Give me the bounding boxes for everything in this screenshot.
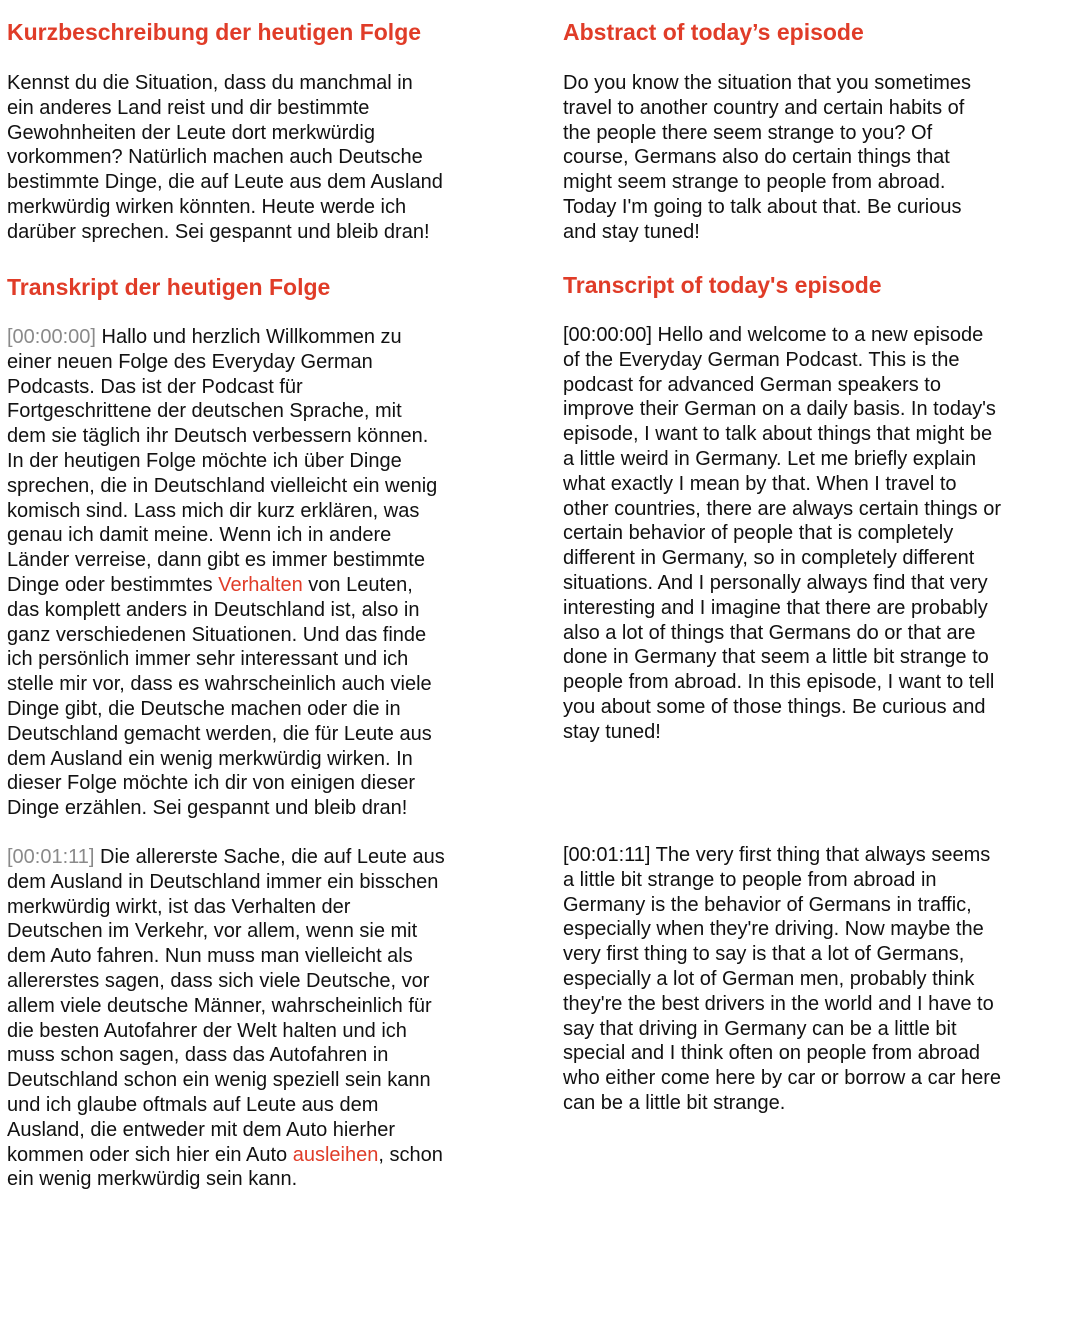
text-line: Länder verreise, dann gibt es immer bestimmte xyxy=(7,549,425,572)
text-fragment: von Leuten, xyxy=(302,573,413,596)
text-line: [00:01:11] The very first thing that always seems xyxy=(563,844,991,866)
german-transcript-paragraph-2 xyxy=(7,845,445,1192)
text-line: course, Germans also do certain things that xyxy=(563,146,950,169)
text-fragment: kommen oder sich hier ein Auto xyxy=(7,1143,293,1166)
text-line: done in Germany that seem a little bit strange to xyxy=(563,646,989,669)
text-line: bestimmte Dinge, die auf Leute aus dem Ausland xyxy=(7,171,443,194)
english-abstract-text xyxy=(563,71,971,245)
text-line: might seem strange to people from abroad. xyxy=(563,171,946,194)
timestamp: [00:00:00] xyxy=(7,326,96,348)
text-line: allererstes sagen, dass sich viele Deutsche, vor xyxy=(7,969,430,992)
text-fragment: Die allererste Sache, die auf Leute aus xyxy=(94,846,445,868)
text-fragment: Dinge oder bestimmtes xyxy=(7,573,219,596)
text-line: Dinge gibt, die Deutsche machen oder die in xyxy=(7,697,401,720)
text-line: episode, I want to talk about things that might be xyxy=(563,423,993,446)
text-line: improve their German on a daily basis. In today's xyxy=(563,398,996,421)
text-line: dem Ausland ein wenig merkwürdig wirken. In xyxy=(7,747,413,770)
text-line: merkwürdig wirkt, ist das Verhalten der xyxy=(7,895,351,918)
text-line: Ausland, die entweder mit dem Auto hierher xyxy=(7,1118,395,1141)
german-transcript-heading: Transkript der heutigen Folge xyxy=(7,274,331,300)
text-line xyxy=(7,325,437,350)
english-abstract-heading: Abstract of today’s episode xyxy=(563,19,864,45)
text-fragment: , schon xyxy=(378,1143,443,1166)
text-line: what exactly I mean by that. When I travel to xyxy=(563,472,957,495)
text-line: merkwürdig wirken könnten. Heute werde ich xyxy=(7,195,407,218)
text-line: certain behavior of people that is completely xyxy=(563,522,954,545)
text-line: Dinge erzählen. Sei gespannt und bleib dran! xyxy=(7,797,408,820)
text-line xyxy=(7,573,437,598)
text-line: das komplett anders in Deutschland ist, also in xyxy=(7,598,420,621)
text-line: you about some of those things. Be curious and xyxy=(563,695,986,718)
timestamp: [00:01:11] xyxy=(7,846,95,868)
text-line: Do you know the situation that you sometimes xyxy=(563,72,971,94)
text-line: can be a little bit strange. xyxy=(563,1091,786,1114)
text-line xyxy=(7,845,445,870)
vocab-word-ausleihen[interactable]: ausleihen xyxy=(292,1143,379,1166)
text-fragment: Hallo und herzlich Willkommen zu xyxy=(95,326,402,348)
text-line: also a lot of things that Germans do or that are xyxy=(563,621,976,644)
text-line: different in Germany, so in completely different xyxy=(563,547,975,570)
text-line: Fortgeschrittene der deutschen Sprache, mit xyxy=(7,400,402,423)
vocab-word-verhalten[interactable]: Verhalten xyxy=(218,573,303,596)
english-transcript-paragraph-1 xyxy=(563,323,1001,745)
text-line: einer neuen Folge des Everyday German xyxy=(7,350,373,373)
text-line: special and I think often on people from abroad xyxy=(563,1042,980,1065)
text-line: Deutschland gemacht werden, die für Leute aus xyxy=(7,722,432,745)
text-line: say that driving in Germany can be a little bit xyxy=(563,1017,957,1040)
text-line: and stay tuned! xyxy=(563,220,700,243)
text-line: ich persönlich immer sehr interessant und ich xyxy=(7,648,409,671)
text-line: Deutschen im Verkehr, vor allem, wenn sie mit xyxy=(7,920,418,943)
text-line: they're the best drivers in the world and I have to xyxy=(563,992,994,1015)
german-abstract-heading: Kurzbeschreibung der heutigen Folge xyxy=(7,19,422,45)
text-line xyxy=(7,1143,445,1168)
text-line: die besten Autofahrer der Welt halten und ich xyxy=(7,1019,407,1042)
text-line: podcast for advanced German speakers to xyxy=(563,373,941,396)
text-line: other countries, there are always certain things or xyxy=(563,497,1001,520)
text-line: who either come here by car or borrow a car here xyxy=(563,1067,1001,1090)
text-line: travel to another country and certain habits of xyxy=(563,96,965,119)
text-line: sprechen, die in Deutschland vielleicht ein wenig xyxy=(7,474,438,497)
text-line: allem viele deutsche Männer, wahrscheinlich für xyxy=(7,994,432,1017)
text-line: interesting and I imagine that there are probably xyxy=(563,596,988,619)
text-line: darüber sprechen. Sei gespannt und bleib dran! xyxy=(7,220,430,243)
text-line: dieser Folge möchte ich dir von einigen dieser xyxy=(7,772,415,795)
text-line: Gewohnheiten der Leute dort merkwürdig xyxy=(7,121,375,144)
german-transcript-paragraph-1 xyxy=(7,325,437,821)
text-line: a little bit strange to people from abroad in xyxy=(563,868,937,891)
text-line: komisch sind. Lass mich dir kurz erklären, was xyxy=(7,499,420,522)
text-line: especially when they're driving. Now maybe the xyxy=(563,918,984,941)
text-line: vorkommen? Natürlich machen auch Deutsche xyxy=(7,146,423,169)
text-line: Kennst du die Situation, dass du manchmal in xyxy=(7,72,413,94)
text-line: dem sie täglich ihr Deutsch verbessern können. xyxy=(7,425,429,448)
text-line: Germany is the behavior of Germans in traffic, xyxy=(563,893,972,916)
english-transcript-paragraph-2 xyxy=(563,843,1001,1116)
text-line: genau ich damit meine. Wenn ich in andere xyxy=(7,524,392,547)
german-abstract-text xyxy=(7,71,443,245)
text-line: stelle mir vor, dass es wahrscheinlich auch viele xyxy=(7,673,432,696)
text-line: of the Everyday German Podcast. This is the xyxy=(563,348,960,371)
text-line: a little weird in Germany. Let me briefly explain xyxy=(563,447,977,470)
text-line: people from abroad. In this episode, I want to tell xyxy=(563,671,995,694)
text-line: situations. And I personally always find that very xyxy=(563,571,988,594)
text-line: dem Ausland in Deutschland immer ein bisschen xyxy=(7,870,439,893)
text-line: especially a lot of German men, probably think xyxy=(563,967,975,990)
text-line: In der heutigen Folge möchte ich über Dinge xyxy=(7,449,402,472)
text-line: ganz verschiedenen Situationen. Und das finde xyxy=(7,623,427,646)
text-line: ein wenig merkwürdig sein kann. xyxy=(7,1168,298,1191)
text-line: und ich glaube oftmals auf Leute aus dem xyxy=(7,1093,379,1116)
english-transcript-heading: Transcript of today's episode xyxy=(563,272,882,298)
text-line: very first thing to say is that a lot of Germans, xyxy=(563,943,965,966)
text-line: Deutschland schon ein wenig speziell sein kann xyxy=(7,1069,431,1092)
text-line: dem Auto fahren. Nun muss man vielleicht als xyxy=(7,945,413,968)
text-line: the people there seem strange to you? Of xyxy=(563,121,933,144)
text-line: Podcasts. Das ist der Podcast für xyxy=(7,375,303,398)
text-line: ein anderes Land reist und dir bestimmte xyxy=(7,96,370,119)
text-line: Today I'm going to talk about that. Be curious xyxy=(563,195,962,218)
text-line: [00:00:00] Hello and welcome to a new episode xyxy=(563,324,984,346)
text-line: stay tuned! xyxy=(563,720,661,743)
text-line: muss schon sagen, dass das Autofahren in xyxy=(7,1044,389,1067)
